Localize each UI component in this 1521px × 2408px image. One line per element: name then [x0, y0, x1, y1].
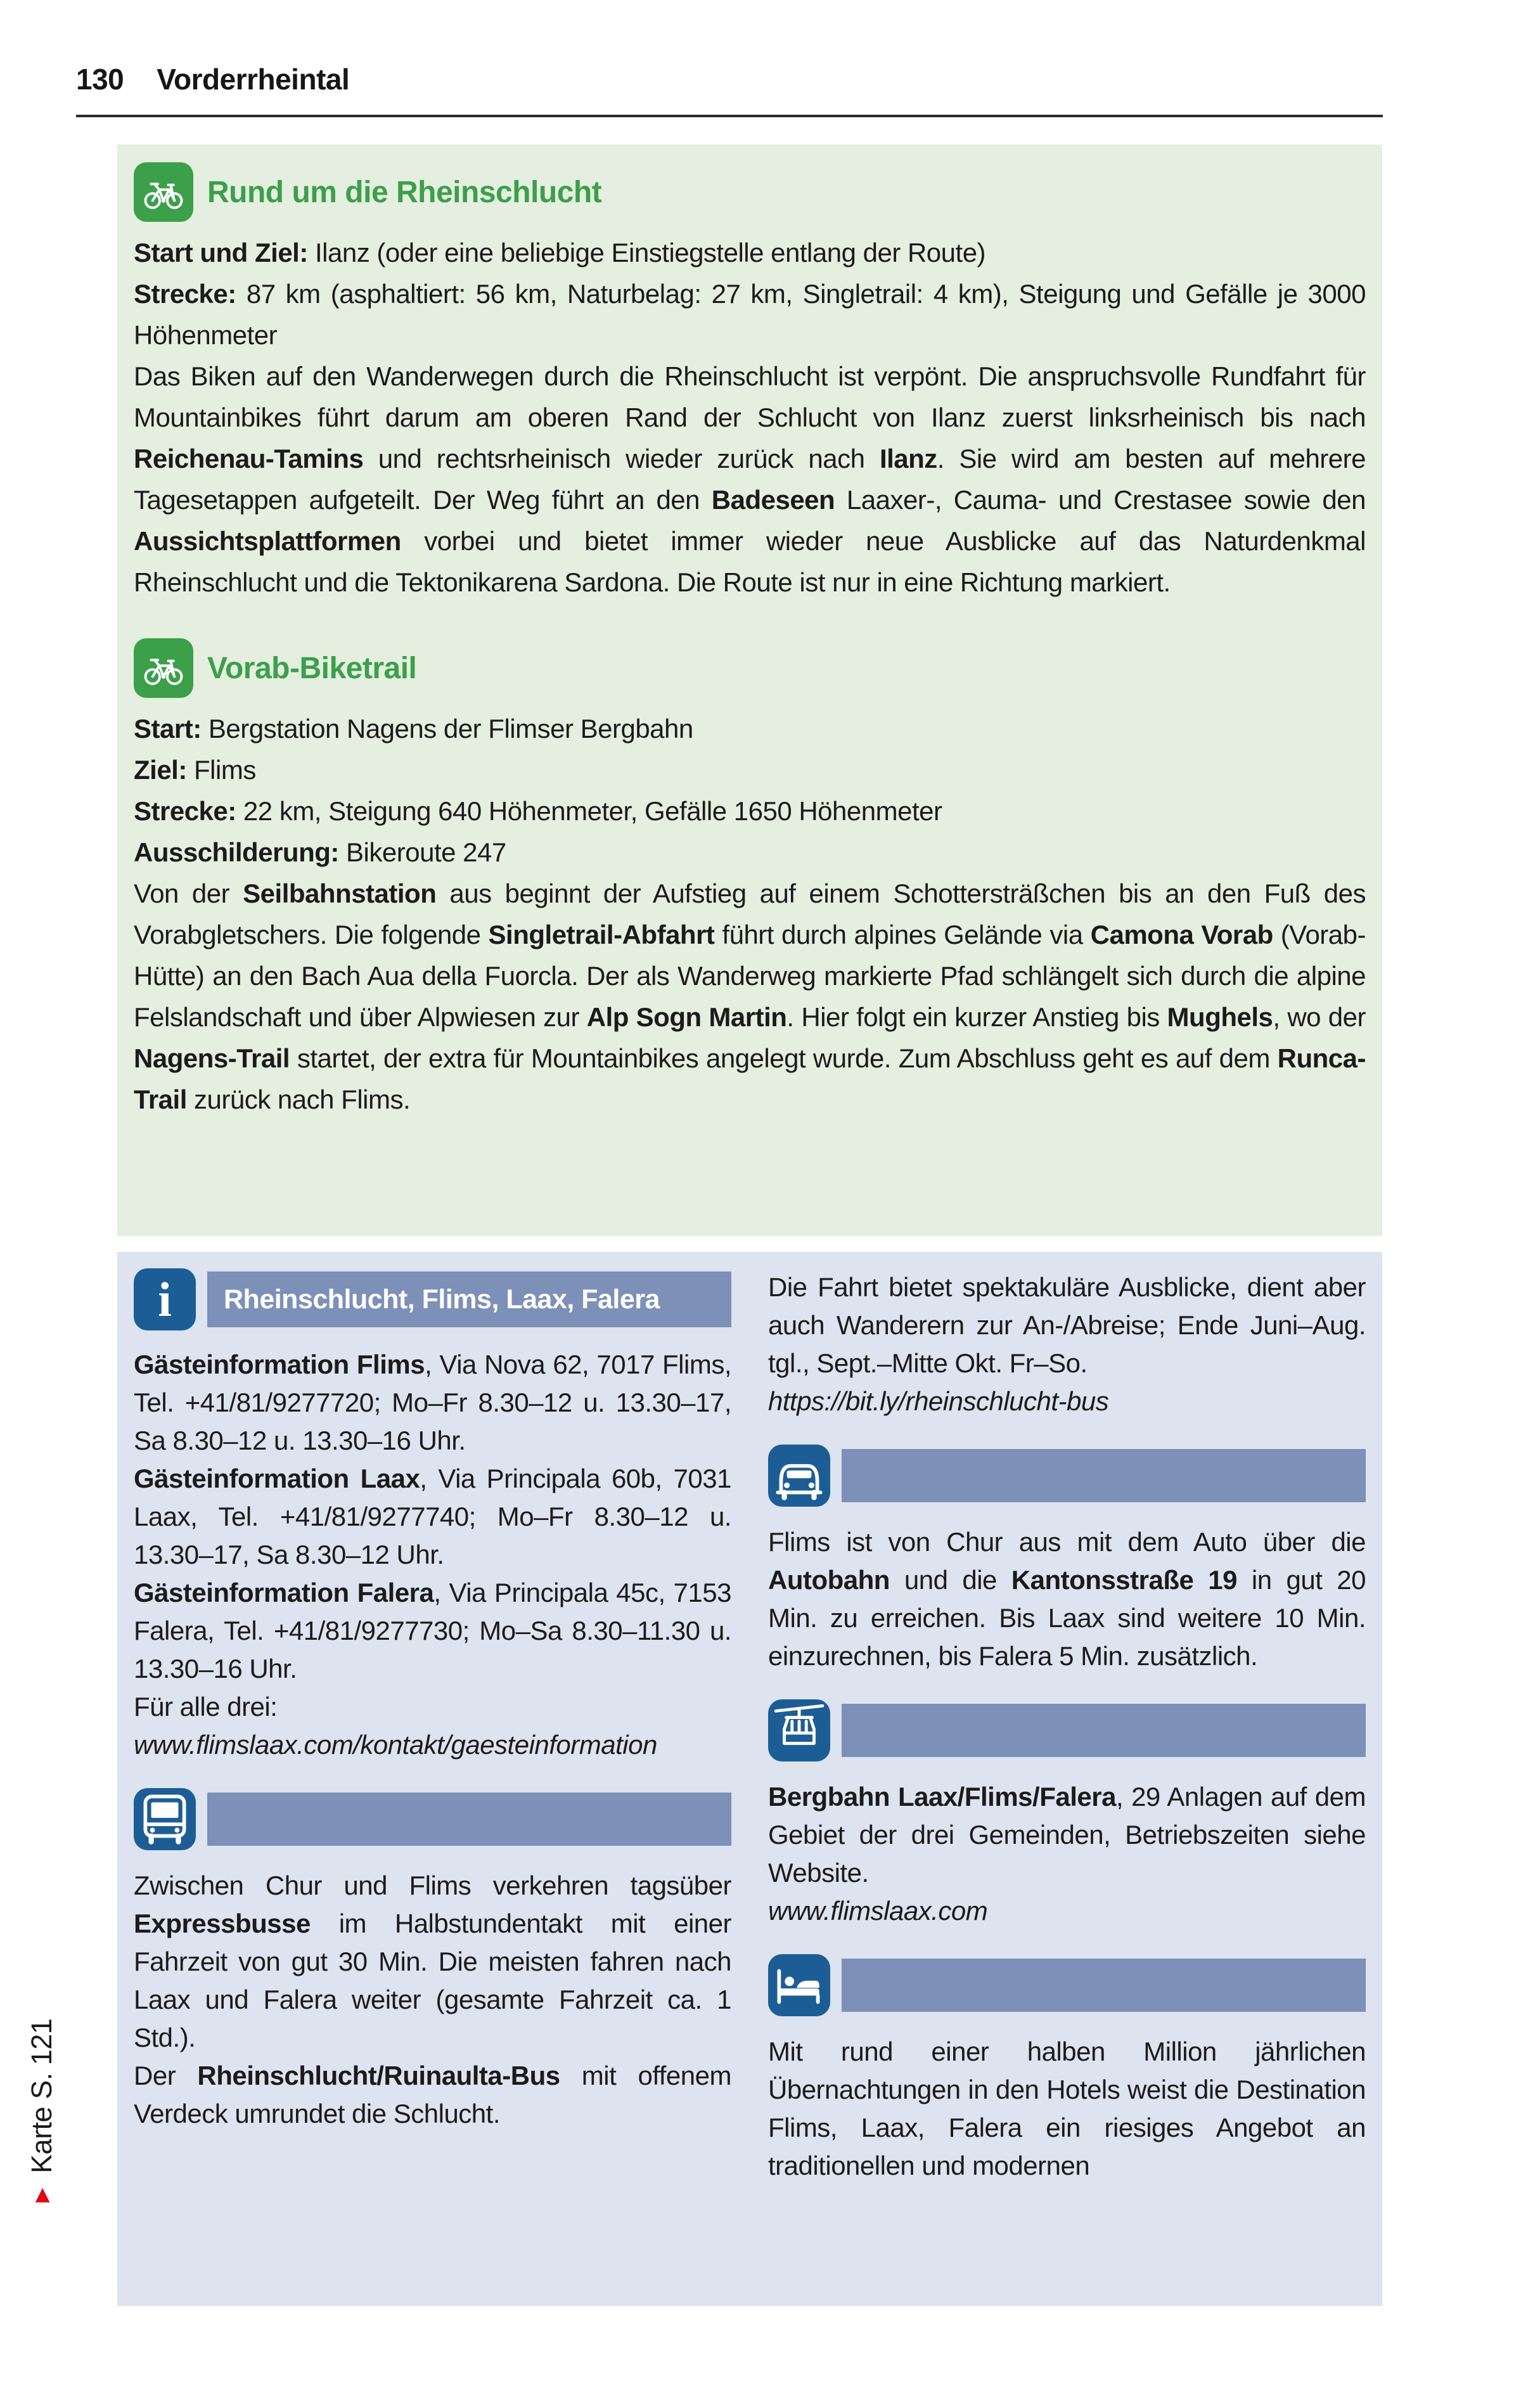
route-heading: [134, 162, 1366, 222]
route-title: Vorab-Biketrail: [207, 651, 417, 685]
bus-url: https://bit.ly/rheinschlucht-bus: [768, 1386, 1109, 1416]
hotel-info: Mit rund einer halben Million jährlichen Übernachtungen in den Hotels weist die Destination Flims, Laax, Falera ein riesiges Angebot an traditionellen und modernen: [768, 2037, 1366, 2180]
cablecar-section-row: [768, 1699, 1366, 1761]
route-title: Rund um die Rheinschlucht: [207, 175, 602, 209]
contact-url: www.flimslaax.com/kontakt/gaesteinformation: [134, 1730, 657, 1760]
car-section-row: [768, 1445, 1366, 1507]
bus-section-bar: [207, 1793, 731, 1846]
info-box: [117, 1252, 1382, 2306]
contact-flims: Gästeinformation Flims, Via Nova 62, 7017 Flims, Tel. +41/81/9277720; Mo–Fr 8.30–12 u. 13.30–17, Sa 8.30–12 u. 13.30–16 Uhr.: [134, 1349, 731, 1455]
page-header: [76, 62, 349, 96]
car-section-bar: [842, 1449, 1366, 1502]
route-ausschilderung: Ausschilderung: Bikeroute 247: [134, 837, 506, 867]
route-description: Das Biken auf den Wanderwegen durch die Rheinschlucht ist verpönt. Die anspruchsvolle Rundfahrt für Mountainbikes führt darum am oberen Rand der Schlucht von Ilanz zuerst linksrheinisch bis nach Reichenau-Tamins und rechtsrheinisch wieder zurück nach Ilanz. Sie wird am besten auf mehrere Tagesetappen aufgeteilt. Der Weg führt an den Badeseen Laaxer-, Cauma- und Crestasee sowie den Aussichtsplattformen vorbei und bietet immer wieder neue Ausblicke auf das Naturdenkmal Rheinschlucht und die Tektonikarena Sardona. Die Route ist nur in eine Richtung markiert.: [134, 361, 1366, 597]
cablecar-section-bar: [842, 1704, 1366, 1757]
margin-note: [25, 2019, 58, 2207]
route-strecke: Strecke: 87 km (asphaltiert: 56 km, Naturbelag: 27 km, Singletrail: 4 km), Steigung und Gefälle je 3000 Höhenmeter: [134, 279, 1366, 350]
bus-info-continued: Die Fahrt bietet spektakuläre Ausblicke, dient aber auch Wanderern zur An-/Abreise; Ende Juni–Aug. tgl., Sept.–Mitte Okt. Fr–So.: [768, 1272, 1366, 1378]
bus-icon: [134, 1788, 196, 1850]
info-title: Rheinschlucht, Flims, Laax, Falera: [224, 1284, 660, 1315]
info-box-left-column: [134, 1268, 731, 2289]
margin-note-label: Karte S. 121: [25, 2018, 58, 2173]
svg-text:i: i: [158, 1272, 172, 1327]
route-start: Start: Bergstation Nagens der Flimser Bergbahn: [134, 714, 693, 744]
bicycle-icon: [134, 638, 193, 698]
route-ziel: Ziel: Flims: [134, 755, 256, 785]
info-box-right-column: [768, 1268, 1366, 2289]
rheinschlucht-bus-info: Der Rheinschlucht/Ruinaulta-Bus mit offenem Verdeck umrundet die Schlucht.: [134, 2061, 731, 2128]
header-rule: [76, 115, 1383, 117]
page-number: 130: [76, 63, 124, 96]
route-heading: [134, 638, 1366, 698]
bicycle-icon: [134, 162, 193, 222]
route-description: Von der Seilbahnstation aus beginnt der Aufstieg auf einem Schottersträßchen bis an den Fuß des Vorabgletschers. Die folgende Singletrail-Abfahrt führt durch alpines Gelände via Camona Vorab (Vorab-Hütte) an den Bach Aua della Fuorcla. Der als Wanderweg markierte Pfad schlängelt sich durch die alpine Felslandschaft und über Alpwiesen zur Alp Sogn Martin. Hier folgt ein kurzer Anstieg bis Mughels, wo der Nagens-Trail startet, der extra für Mountainbikes angelegt wurde. Zum Abschluss geht es auf dem Runca-Trail zurück nach Flims.: [134, 879, 1366, 1114]
info-icon: [134, 1268, 196, 1330]
bike-routes-box: [117, 145, 1382, 1236]
bed-icon: [768, 1954, 830, 2016]
bergbahn-info: Bergbahn Laax/Flims/Falera, 29 Anlagen auf dem Gebiet der drei Gemeinden, Betriebszeiten siehe Website.: [768, 1782, 1366, 1888]
map-marker-triangle-icon: ►: [29, 2183, 55, 2207]
info-title-row: [134, 1268, 731, 1330]
car-icon: [768, 1445, 830, 1507]
contact-laax: Gästeinformation Laax, Via Principala 60b, 7031 Laax, Tel. +41/81/9277740; Mo–Fr 8.30–12 u. 13.30–17, Sa 8.30–12 Uhr.: [134, 1464, 731, 1569]
cablecar-icon: [768, 1699, 830, 1761]
bus-info: Zwischen Chur und Flims verkehren tagsüber Expressbusse im Halbstundentakt mit einer Fahrzeit von gut 30 Min. Die meisten fahren nach Laax und Falera weiter (gesamte Fahrzeit ca. 1 Std.).: [134, 1870, 731, 2052]
route-strecke: Strecke: 22 km, Steigung 640 Höhenmeter, Gefälle 1650 Höhenmeter: [134, 796, 942, 826]
info-title-bar: [207, 1272, 731, 1327]
bergbahn-url: www.flimslaax.com: [768, 1896, 988, 1926]
hotel-section-bar: [842, 1959, 1366, 2012]
bus-section-row: [134, 1788, 731, 1850]
route-vorab-biketrail: [134, 638, 1366, 1120]
hotel-section-row: [768, 1954, 1366, 2016]
contact-all-note: Für alle drei:: [134, 1692, 278, 1722]
page-section-title: Vorderrheintal: [157, 63, 350, 96]
route-start-ziel: Start und Ziel: Ilanz (oder eine beliebige Einstiegstelle entlang der Route): [134, 238, 986, 267]
car-info: Flims ist von Chur aus mit dem Auto über die Autobahn und die Kantonsstraße 19 in gut 20 Min. zu erreichen. Bis Laax sind weitere 10 Min. einzurechnen, bis Falera 5 Min. zusätzlich.: [768, 1527, 1366, 1671]
route-rund-um-die-rheinschlucht: [134, 162, 1366, 603]
contact-falera: Gästeinformation Falera, Via Principala 45c, 7153 Falera, Tel. +41/81/9277730; Mo–Sa 8.30–11.30 u. 13.30–16 Uhr.: [134, 1578, 731, 1684]
